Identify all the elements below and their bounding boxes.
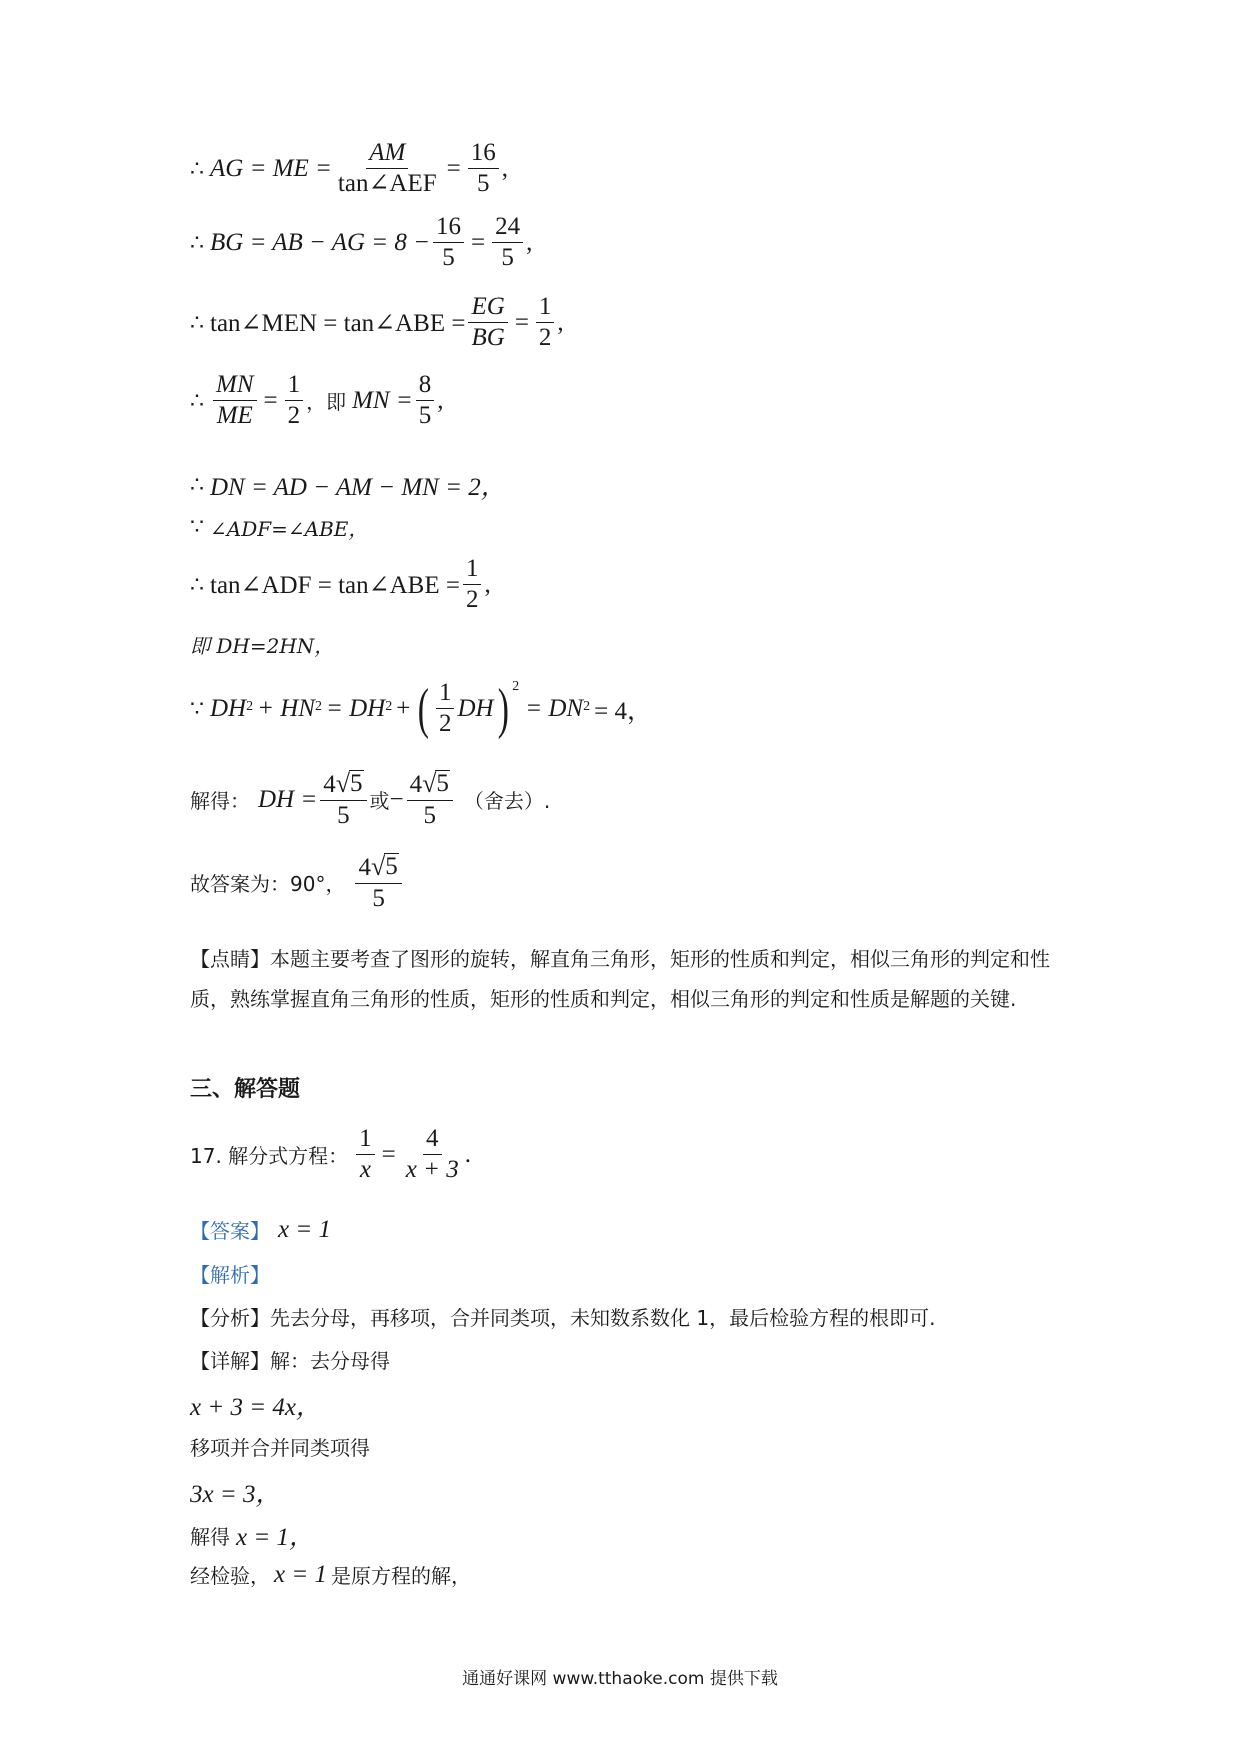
equation-lhs: BG = AB − AG = 8 − [210, 228, 431, 256]
equals-sign: = [381, 1140, 396, 1168]
term: = DH [325, 694, 386, 722]
square-root: √ 5 [335, 769, 363, 798]
numerator: 1 [536, 294, 555, 323]
numerator: EG [468, 294, 507, 323]
fraction [320, 770, 366, 830]
numerator [355, 853, 401, 884]
equation-tan-adf [190, 556, 491, 614]
jiexi-tag: 【解析】 [190, 1263, 270, 1287]
punctuation: , [526, 228, 533, 256]
punctuation: , [501, 154, 508, 182]
equation-lhs: MN = [352, 386, 413, 414]
fraction [403, 1126, 462, 1184]
numerator: 1 [463, 556, 482, 585]
equation-lhs: DH = [258, 785, 318, 813]
solution-label: 解得： [190, 789, 250, 814]
denominator: 5 [418, 402, 432, 430]
equation-text: 3x = 3， [190, 1481, 281, 1508]
denominator: 2 [538, 324, 552, 352]
term: DH [210, 694, 247, 722]
equation-mn-me [190, 372, 443, 430]
denominator: 2 [438, 710, 452, 738]
exponent: 2 [314, 698, 322, 714]
xiangjie-text: 【详解】解：去分母得 [190, 1349, 390, 1373]
answer-line [190, 1215, 331, 1244]
section-heading: 三、解答题 [190, 1077, 301, 1102]
equation-lhs: tan∠ADF = tan∠ABE = [210, 571, 460, 599]
equation-text: x = 1 [274, 1560, 327, 1588]
jiexi-line [190, 1259, 270, 1288]
equals-sign: = [263, 386, 278, 414]
question-label: 17. 解分式方程： [190, 1144, 349, 1169]
therefore-symbol: ∴ [190, 571, 204, 597]
punctuation: , [557, 308, 564, 336]
radicand: 5 [350, 770, 363, 797]
answer-tag: 【答案】 [190, 1219, 270, 1243]
therefore-symbol: ∴ [190, 229, 204, 255]
step-4 [190, 1517, 314, 1553]
equation-tan-men [190, 294, 564, 352]
equation-text: x = 1， [236, 1524, 314, 1551]
connector-text: ，即 [306, 390, 347, 415]
step-2 [190, 1432, 370, 1461]
exponent: 2 [385, 698, 393, 714]
punctuation: . [464, 1140, 471, 1168]
minus-sign: − [389, 785, 404, 813]
equation-angle-adf [190, 513, 368, 542]
fraction [355, 853, 401, 913]
therefore-symbol: ∴ [190, 472, 204, 497]
right-paren: ) [497, 677, 509, 740]
fraction [335, 140, 440, 198]
denominator: 5 [372, 885, 385, 913]
equation-pythagoras [190, 677, 652, 740]
exponent: 2 [583, 698, 591, 714]
denominator: x + 3 [405, 1156, 459, 1184]
punctuation: , [437, 386, 444, 414]
fraction [213, 372, 257, 430]
term: + HN [257, 694, 315, 722]
numerator [320, 770, 366, 801]
equals-sign: = [471, 228, 486, 256]
equation-lhs: AG = ME = [210, 154, 332, 182]
page-footer: 通通好课网 www.tthaoke.com 提供下载 [462, 1669, 778, 1689]
because-symbol: ∵ [190, 695, 204, 721]
denominator: 5 [423, 802, 437, 830]
dianjing-paragraph: 【点睛】本题主要考查了图形的旋转，解直角三角形，矩形的性质和判定，相似三角形的判定和性质，熟练掌握直角三角形的性质，矩形的性质和判定，相似三角形的判定和性质是解题的关键. [190, 947, 1050, 1011]
denominator: tan∠AEF [337, 170, 437, 198]
term: DH [457, 694, 494, 722]
equation-text: ∠ADF=∠ABE， [210, 517, 369, 541]
step-5 [190, 1560, 471, 1589]
numerator: 1 [356, 1126, 375, 1155]
fraction [463, 556, 482, 614]
equation-dh-hn [190, 630, 334, 659]
because-symbol: ∵ [190, 515, 204, 540]
equals-sign: = [514, 308, 529, 336]
numerator: MN [213, 372, 257, 401]
or-text: 或 [369, 789, 390, 814]
numerator: 16 [468, 140, 499, 169]
fraction [436, 680, 455, 738]
equation-ag-me [190, 140, 508, 198]
answer-value: x = 1 [278, 1215, 331, 1243]
denominator: 5 [442, 244, 455, 272]
equation-dh-solution [190, 770, 550, 830]
coefficient: 4 [323, 771, 336, 798]
xiangjie-line [190, 1345, 390, 1374]
numerator: 4 [423, 1126, 442, 1155]
final-answer-line [190, 853, 405, 913]
equation-dn [190, 467, 506, 503]
denominator: 2 [465, 586, 479, 614]
fraction [536, 294, 555, 352]
denominator: x [359, 1156, 371, 1184]
step-1 [190, 1387, 321, 1423]
fraction [468, 140, 499, 198]
denominator: 5 [477, 170, 490, 198]
numerator [407, 770, 453, 801]
numerator: 24 [492, 214, 523, 243]
equation-text: x + 3 = 4x， [190, 1394, 321, 1421]
step-text: 解得 [190, 1524, 230, 1549]
denominator: 2 [287, 402, 301, 430]
exponent: 2 [512, 678, 520, 694]
equals-sign: = [446, 154, 461, 182]
square-root: √ 5 [422, 769, 449, 798]
numerator: 16 [433, 214, 464, 243]
radicand: 5 [385, 853, 398, 880]
numerator: 1 [285, 372, 304, 401]
step-text: 经检验， [190, 1564, 270, 1588]
coefficient: 4 [409, 771, 423, 798]
discard-note: （舍去）. [463, 789, 551, 814]
answer-label: 故答案为：90°， [190, 872, 346, 897]
term: = DN [525, 694, 584, 722]
denominator: 5 [501, 244, 514, 272]
plus-sign: + [396, 694, 411, 722]
numerator: 1 [436, 680, 455, 709]
therefore-symbol: ∴ [190, 309, 204, 335]
denominator: ME [216, 402, 253, 430]
equation-text: DN = AD − AM − MN = 2， [210, 474, 506, 501]
denominator: BG [471, 324, 505, 352]
therefore-symbol: ∴ [190, 387, 204, 413]
term: = 4， [594, 697, 652, 725]
fraction [492, 214, 523, 272]
fraction [407, 770, 453, 830]
coefficient: 4 [358, 854, 371, 881]
fenxi-line [190, 1302, 935, 1331]
step-text: 是原方程的解， [330, 1564, 471, 1588]
fraction [356, 1126, 375, 1184]
fraction [416, 372, 435, 430]
therefore-symbol: ∴ [190, 155, 204, 181]
denominator: 5 [337, 802, 350, 830]
left-paren: ( [418, 677, 430, 740]
fraction [468, 294, 507, 352]
radicand: 5 [436, 770, 449, 797]
fenxi-text: 【分析】先去分母，再移项，合并同类项，未知数系数化 1，最后检验方程的根即可. [190, 1306, 936, 1330]
equation-bg [190, 214, 532, 272]
step-text: 移项并合并同类项得 [190, 1436, 370, 1460]
numerator: 8 [416, 372, 435, 401]
equation-lhs: tan∠MEN = tan∠ABE = [210, 309, 466, 337]
step-3 [190, 1474, 280, 1510]
equation-text: 即 DH=2HN， [190, 634, 335, 658]
exponent: 2 [246, 698, 254, 714]
fraction [285, 372, 304, 430]
numerator: AM [366, 140, 408, 169]
square-root: √ 5 [370, 852, 398, 881]
punctuation: , [484, 570, 491, 598]
fraction [433, 214, 464, 272]
question-17 [190, 1126, 471, 1184]
